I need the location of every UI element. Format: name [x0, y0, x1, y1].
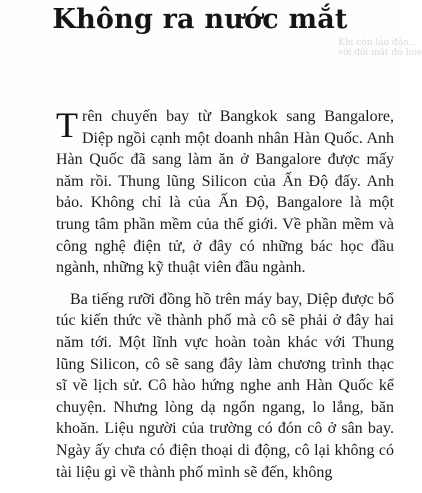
bleed-line: với đôi mắt đỏ hoe: [338, 48, 422, 58]
paragraph-text: Ba tiếng rưỡi đồng hồ trên máy bay, Diệp được bổ túc kiến thức về thành phố mà cô sẽ phải ở đây hai năm tới. Một lĩnh vực hoàn toàn khác với Thung lũng Silicon, cô sẽ sang đây làm chương trình thạc sĩ về lịch sử. Cô hào hứng nghe anh Hàn Quốc kể chuyện. Nhưng lòng dạ ngổn ngang, lo lắng, băn khoăn. Liệu người của trường có đón cô ở sân bay. Ngày ấy chưa có điện thoại di động, cô lại không có tài liệu gì về thành phố mình sẽ đến, không: [56, 290, 394, 481]
drop-cap: T: [56, 105, 78, 145]
chapter-title: Không ra nước mắt: [52, 4, 348, 35]
paragraph-1: [56, 106, 394, 279]
bleed-through-text: [338, 38, 422, 64]
paragraph-text: rên chuyến bay từ Bangkok sang Bangalore, Diệp ngồi cạnh một doanh nhân Hàn Quốc. Anh Hàn Quốc đã sang làm ăn ở Bangalore được mấy năm rồi. Thung lũng Silicon của Ấn Độ đấy. Anh bảo. Không chỉ là của Ấn Độ, Bangalore là một trung tâm phần mềm của thế giới. Về phần mềm và công nghệ điện tử, ở đây có những bác học đầu ngành, những kỹ thuật viên đầu ngành.: [56, 108, 394, 277]
chapter-body: [56, 106, 394, 493]
paragraph-2: [56, 289, 394, 483]
bleed-line: Khi còn lảo đảo...: [338, 38, 417, 48]
